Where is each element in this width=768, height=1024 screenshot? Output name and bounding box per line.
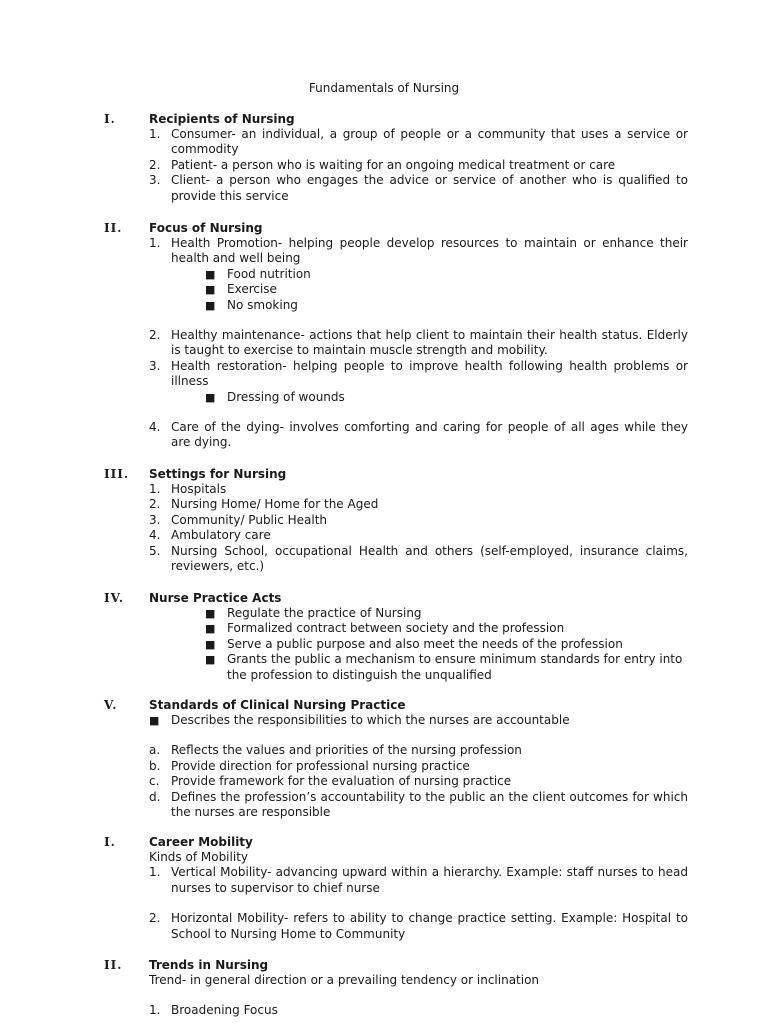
section-nurse-practice-acts bbox=[104, 591, 688, 683]
list-item bbox=[149, 158, 688, 173]
section-heading: Focus of Nursing bbox=[149, 221, 263, 235]
section-numeral: III. bbox=[104, 467, 130, 481]
item-number: 5. bbox=[149, 543, 161, 558]
list-item bbox=[149, 173, 688, 204]
item-number: 1. bbox=[149, 1003, 161, 1018]
section-focus-of-nursing bbox=[104, 221, 688, 451]
item-text: Horizontal Mobility- refers to ability to change practice setting. Example: Hospital to School to Nursing Home to Community bbox=[171, 911, 688, 941]
section-recipients-of-nursing bbox=[104, 112, 688, 204]
square-bullet-icon: ■ bbox=[205, 637, 216, 651]
square-bullet-icon: ■ bbox=[205, 267, 216, 281]
item-text: Hospitals bbox=[171, 482, 227, 496]
bullet-item bbox=[205, 621, 688, 636]
item-text: Vertical Mobility- advancing upward within a hierarchy. Example: staff nurses to head nurses to supervisor to chief nurse bbox=[171, 865, 688, 895]
section-heading: Standards of Clinical Nursing Practice bbox=[149, 698, 406, 712]
section-subheading: Kinds of Mobility bbox=[149, 850, 248, 864]
item-text: Care of the dying- involves comforting and caring for people of all ages while they are dying. bbox=[171, 420, 688, 450]
list-item bbox=[149, 236, 688, 267]
section-numeral: IV. bbox=[104, 591, 125, 605]
item-text: Broadening Focus bbox=[171, 1003, 278, 1018]
bullet-item bbox=[205, 282, 688, 297]
item-text: Provide direction for professional nursing practice bbox=[171, 758, 470, 773]
list-item bbox=[149, 513, 688, 528]
item-number: 2. bbox=[149, 157, 161, 172]
item-text: Healthy maintenance- actions that help client to maintain their health status. Elderly is taught to exercise to maintain muscle strength and mobility. bbox=[171, 328, 688, 358]
list-item bbox=[149, 544, 688, 575]
section-career-mobility bbox=[104, 835, 688, 942]
item-number: 2. bbox=[149, 911, 161, 926]
section-heading: Trends in Nursing bbox=[149, 958, 269, 972]
bullet-text: Exercise bbox=[227, 282, 277, 297]
bullet-text: No smoking bbox=[227, 297, 298, 312]
bullet-text: Dressing of wounds bbox=[227, 389, 345, 404]
item-number: 2. bbox=[149, 328, 161, 343]
item-number: 1. bbox=[149, 236, 161, 250]
list-item bbox=[149, 759, 688, 774]
list-item bbox=[149, 359, 688, 390]
document-title: Fundamentals of Nursing bbox=[308, 81, 460, 95]
bullet-text: Serve a public purpose and also meet the needs of the profession bbox=[227, 636, 623, 651]
section-numeral: V. bbox=[104, 698, 118, 712]
list-item bbox=[149, 1003, 688, 1018]
section-subheading: Trend- in general direction or a prevailing tendency or inclination bbox=[149, 973, 540, 987]
list-item bbox=[149, 328, 688, 359]
bullet-text: Regulate the practice of Nursing bbox=[227, 606, 422, 620]
item-number: 3. bbox=[149, 512, 161, 527]
square-bullet-icon: ■ bbox=[205, 607, 216, 620]
list-item bbox=[149, 127, 688, 158]
item-number: 4. bbox=[149, 528, 161, 543]
list-item bbox=[149, 790, 688, 821]
section-numeral: II. bbox=[104, 221, 123, 235]
section-settings-for-nursing bbox=[104, 467, 688, 574]
list-item bbox=[149, 482, 688, 497]
section-trends-in-nursing bbox=[104, 958, 688, 1019]
bullet-item bbox=[205, 637, 688, 652]
item-letter: c. bbox=[149, 774, 160, 789]
bullet-text: Formalized contract between society and the profession bbox=[227, 621, 565, 636]
item-number: 4. bbox=[149, 420, 161, 435]
item-number: 3. bbox=[149, 173, 161, 188]
item-letter: d. bbox=[149, 789, 161, 804]
section-heading: Settings for Nursing bbox=[149, 467, 287, 481]
item-text: Nursing School, occupational Health and others (self-employed, insurance claims, reviewers, etc.) bbox=[171, 543, 688, 574]
item-text: Nursing Home/ Home for the Aged bbox=[171, 497, 379, 512]
list-item bbox=[149, 528, 688, 543]
item-text: Consumer- an individual, a group of people or a community that uses a service or commodity bbox=[171, 127, 688, 157]
item-number: 1. bbox=[149, 127, 161, 141]
bullet-item bbox=[205, 267, 688, 282]
bullet-item bbox=[149, 713, 688, 728]
section-heading: Career Mobility bbox=[149, 835, 253, 849]
bullet-text: Food nutrition bbox=[227, 266, 311, 281]
item-letter: b. bbox=[149, 758, 161, 773]
item-number: 3. bbox=[149, 358, 161, 373]
square-bullet-icon: ■ bbox=[205, 298, 216, 312]
square-bullet-icon: ■ bbox=[205, 283, 216, 297]
item-number: 2. bbox=[149, 497, 161, 512]
item-number: 1. bbox=[149, 865, 161, 880]
list-item bbox=[149, 497, 688, 512]
item-text: Provide framework for the evaluation of nursing practice bbox=[171, 774, 512, 789]
list-item bbox=[149, 743, 688, 758]
section-numeral: I. bbox=[104, 835, 116, 849]
bullet-item bbox=[205, 390, 688, 405]
bullet-item bbox=[205, 606, 688, 621]
list-item bbox=[149, 420, 688, 451]
list-item bbox=[149, 911, 688, 942]
item-number: 1. bbox=[149, 482, 161, 496]
bullet-text: Describes the responsibilities to which the nurses are accountable bbox=[171, 713, 570, 727]
item-text: Health restoration- helping people to improve health following health problems or illness bbox=[171, 358, 688, 389]
list-item bbox=[149, 774, 688, 789]
item-text: Ambulatory care bbox=[171, 528, 271, 543]
bullet-item bbox=[205, 298, 688, 313]
item-text: Defines the profession’s accountability to the public an the client outcomes for which the nurses are responsible bbox=[171, 789, 688, 820]
item-text: Reflects the values and priorities of the nursing profession bbox=[171, 743, 522, 758]
section-heading: Recipients of Nursing bbox=[149, 112, 295, 126]
square-bullet-icon: ■ bbox=[205, 622, 216, 636]
square-bullet-icon: ■ bbox=[205, 390, 216, 404]
item-text: Patient- a person who is waiting for an ongoing medical treatment or care bbox=[171, 157, 616, 172]
section-standards-of-clinical-practice bbox=[104, 698, 688, 820]
section-heading: Nurse Practice Acts bbox=[149, 591, 282, 605]
square-bullet-icon: ■ bbox=[149, 714, 160, 727]
item-text: Community/ Public Health bbox=[171, 512, 328, 527]
item-text: Client- a person who engages the advice or service of another who is qualified to provide this service bbox=[171, 173, 688, 203]
section-numeral: II. bbox=[104, 958, 123, 972]
list-item bbox=[149, 865, 688, 896]
item-letter: a. bbox=[149, 743, 161, 758]
square-bullet-icon: ■ bbox=[205, 653, 216, 667]
bullet-item bbox=[205, 652, 688, 683]
bullet-text: Grants the public a mechanism to ensure minimum standards for entry into the profession to distinguish the unqualified bbox=[227, 652, 683, 682]
item-text: Health Promotion- helping people develop resources to maintain or enhance their health and well being bbox=[171, 236, 688, 266]
section-numeral: I. bbox=[104, 112, 116, 126]
